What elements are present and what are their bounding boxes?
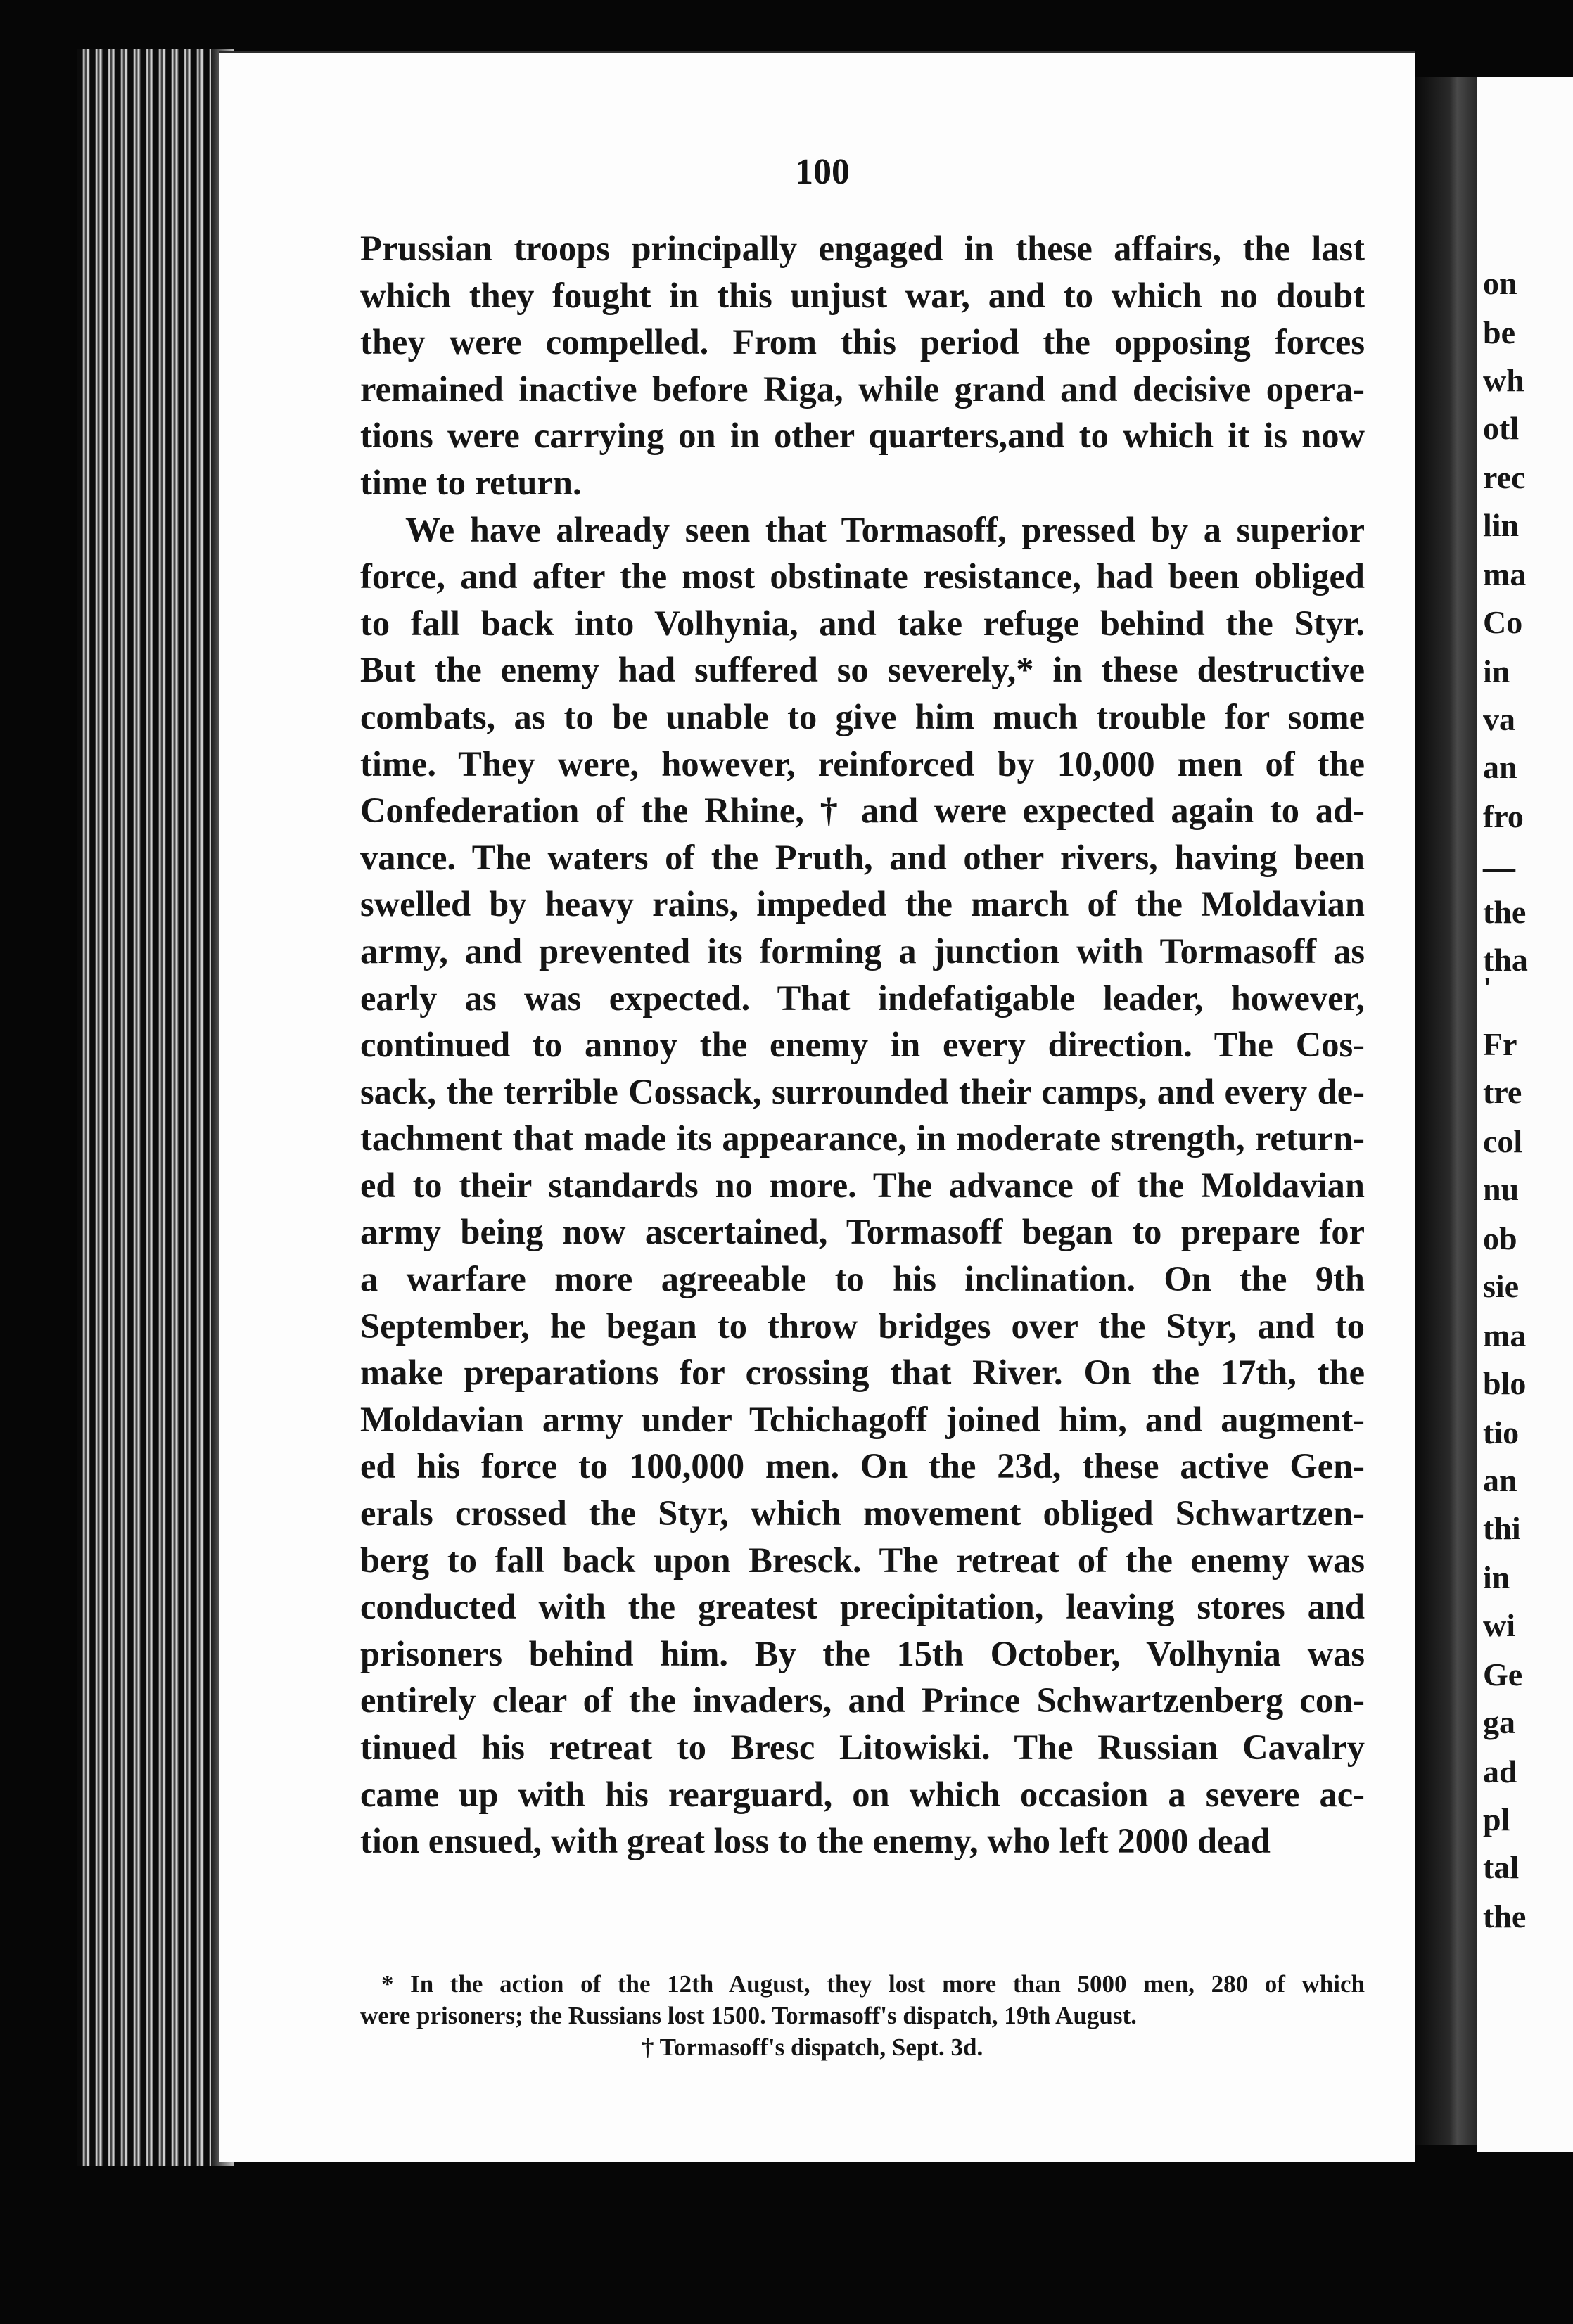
facing-page-fragment: in [1483, 653, 1510, 689]
facing-page-fragment: tal [1483, 1849, 1520, 1885]
body-text [360, 225, 1365, 1865]
facing-page-fragment: be [1483, 314, 1515, 350]
facing-page-fragment: blo [1483, 1365, 1527, 1401]
text-line: tion ensued, with great loss to the enemy, who left 2000 dead [360, 1821, 1270, 1861]
facing-page-fragment: col [1483, 1123, 1523, 1159]
facing-page-fragment: lin [1483, 507, 1520, 543]
text-line: erals crossed the Styr, which movement obliged Schwartzen- [360, 1493, 1365, 1533]
facing-page-fragment: ad [1483, 1754, 1517, 1789]
facing-page-fragment: otl [1483, 410, 1520, 446]
facing-page-fragment: the [1483, 1898, 1527, 1934]
facing-page-fragment: ob [1483, 1220, 1517, 1256]
text-line: make preparations for crossing that River. On the 17th, the [360, 1353, 1365, 1393]
facing-page-fragment: on [1483, 265, 1517, 301]
facing-page [1477, 77, 1573, 2152]
text-line: early as was expected. That indefatigable leader, however, [360, 978, 1365, 1018]
text-line: entirely clear of the invaders, and Prince Schwartzenberg con- [360, 1680, 1365, 1720]
facing-page-fragment: Ge [1483, 1656, 1523, 1692]
facing-page-fragment: Co [1483, 604, 1523, 640]
footnote-line: † Tormasoff's dispatch, Sept. 3d. [642, 2034, 983, 2061]
text-line: vance. The waters of the Pruth, and other rivers, having been [360, 837, 1365, 877]
facing-page-fragment: sie [1483, 1268, 1520, 1304]
text-line: September, he began to throw bridges over the Styr, and to [360, 1305, 1365, 1346]
text-line: ed to their standards no more. The advance of the Moldavian [360, 1165, 1365, 1205]
text-line: Prussian troops principally engaged in these affairs, the last [360, 229, 1365, 268]
facing-page-fragment: ga [1483, 1704, 1515, 1740]
text-line: remained inactive before Riga, while grand and decisive opera- [360, 369, 1365, 409]
text-line: swelled by heavy rains, impeded the march of the Moldavian [360, 884, 1365, 924]
text-line: army being now ascertained, Tormasoff began to prepare for [360, 1212, 1365, 1252]
facing-page-fragment: — [1483, 849, 1515, 885]
text-line: continued to annoy the enemy in every direction. The Cos- [360, 1025, 1365, 1065]
facing-page-fragment: in [1483, 1559, 1510, 1595]
text-line: combats, as to be unable to give him much trouble for some [360, 696, 1365, 736]
text-line: Moldavian army under Tchichagoff joined him, and augment- [360, 1399, 1365, 1439]
facing-page-fragment: rec [1483, 459, 1526, 495]
text-line: army, and prevented its forming a junction with Tormasoff as [360, 931, 1365, 971]
facing-page-fragment: wi [1483, 1607, 1515, 1643]
text-line: tachment that made its appearance, in moderate strength, return- [360, 1118, 1365, 1158]
facing-page-fragment: ma [1483, 1317, 1527, 1353]
facing-page-fragment: fro [1483, 798, 1524, 834]
text-line: a warfare more agreeable to his inclination. On the 9th [360, 1259, 1365, 1299]
facing-page-fragment: nu [1483, 1171, 1520, 1207]
facing-page-fragment: thi [1483, 1510, 1521, 1546]
text-line: tinued his retreat to Bresc Litowiski. The Russian Cavalry [360, 1728, 1365, 1767]
facing-page-fragment: va [1483, 701, 1515, 737]
text-line: which they fought in this unjust war, and to which no doubt [360, 275, 1365, 315]
text-line: sack, the terrible Cossack, surrounded their camps, and every de- [360, 1071, 1365, 1111]
text-line: time. They were, however, reinforced by 10,000 men of the [360, 743, 1365, 784]
text-line: prisoners behind him. By the 15th October, Volhynia was [360, 1633, 1365, 1673]
facing-page-fragment: ma [1483, 556, 1527, 592]
facing-page-fragment: tio [1483, 1415, 1520, 1450]
text-line: came up with his rearguard, on which occasion a severe ac- [360, 1774, 1365, 1814]
footnote-line: were prisoners; the Russians lost 1500. Tormasoff's dispatch, 19th August. [360, 2002, 1137, 2029]
text-line: force, and after the most obstinate resistance, had been obliged [360, 556, 1365, 596]
text-line: tions were carrying on in other quarters,and to which it is now [360, 416, 1365, 456]
text-line: Confederation of the Rhine, † and were expected again to ad- [360, 791, 1365, 831]
footnotes [360, 1968, 1365, 2063]
facing-page-fragment: the [1483, 894, 1527, 930]
text-line: to fall back into Volhynia, and take refuge behind the Styr. [360, 603, 1365, 643]
footnote-line: * In the action of the 12th August, they lost more than 5000 men, 280 of which [381, 1970, 1365, 1998]
facing-page-fragment: an [1483, 1462, 1517, 1498]
text-line: But the enemy had suffered so severely,* in these destructive [360, 650, 1365, 690]
facing-page-fragment: tre [1483, 1074, 1522, 1110]
facing-page-fragment: an [1483, 749, 1517, 785]
text-line: berg to fall back upon Bresck. The retreat of the enemy was [360, 1540, 1365, 1580]
text-line: they were compelled. From this period the opposing forces [360, 322, 1365, 362]
facing-page-fragment: ' [1483, 970, 1492, 1006]
text-line: We have already seen that Tormasoff, pressed by a superior [405, 509, 1365, 549]
facing-page-fragment: Fr [1483, 1026, 1517, 1062]
page-edges [77, 49, 229, 2166]
text-line: conducted with the greatest precipitation, leaving stores and [360, 1587, 1365, 1627]
text-line: ed his force to 100,000 men. On the 23d, these active Gen- [360, 1446, 1365, 1486]
facing-page-fragment: wh [1483, 362, 1524, 398]
facing-page-fragment: tha [1483, 942, 1528, 978]
page-number: 100 [795, 152, 850, 192]
text-line: time to return. [360, 462, 582, 502]
facing-page-fragment: pl [1483, 1801, 1510, 1837]
